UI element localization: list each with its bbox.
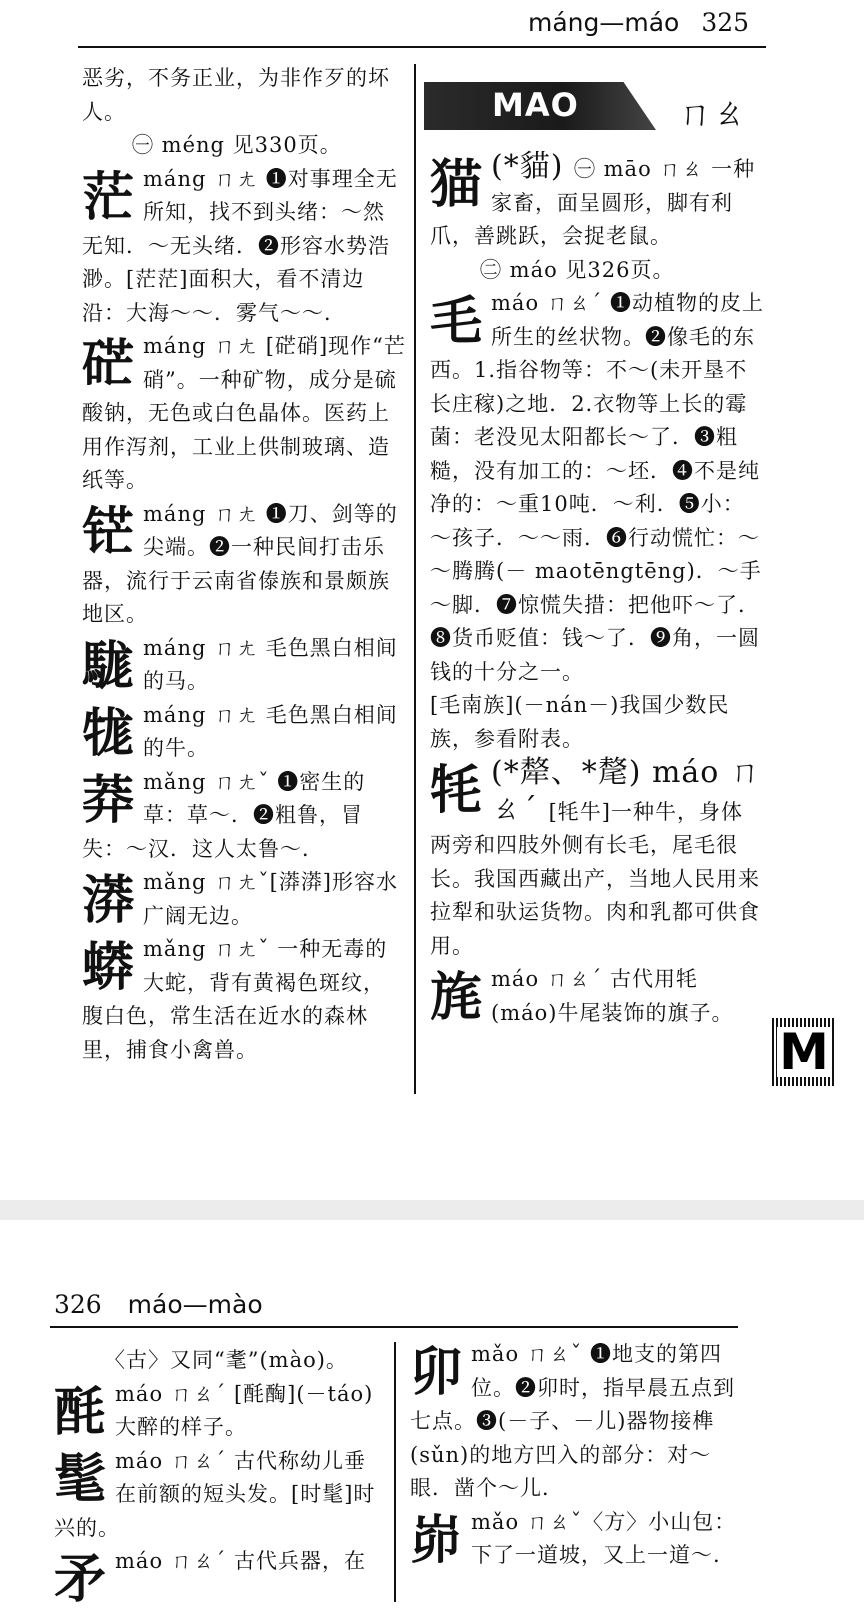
- thumb-index-letter: M: [779, 1023, 829, 1081]
- entry-definition: máo ㄇㄠˊ 古代兵器，在: [115, 1549, 366, 1573]
- column-divider: [414, 64, 416, 1094]
- dictionary-page-326: [0, 1220, 864, 1610]
- page-number: 326: [54, 1290, 102, 1319]
- dictionary-entry: [82, 330, 406, 498]
- entry-headword: 漭: [82, 871, 136, 931]
- entry-headword: 铓: [82, 502, 136, 563]
- header-rule: [78, 46, 766, 48]
- entry-headword: 硭: [82, 335, 136, 395]
- cross-reference-note: 〈古〉又同“耄”(mào)。: [104, 1348, 348, 1372]
- entry-headword: 駹: [82, 636, 136, 697]
- right-column: [410, 1338, 744, 1573]
- entry-headword: 蟒: [82, 938, 136, 998]
- header-range: máo—mào: [127, 1290, 263, 1319]
- entry-definition: [牦牛]一种牛，身体两旁和四肢外侧有长毛，尾毛很长。我国西藏出产，当地人民用来拉犁和驮运货物。肉和乳都可供食用。: [430, 799, 760, 958]
- entry-definition: máng ㄇㄤ 毛色黑白相间的马。: [143, 635, 398, 693]
- entry-headword: 矛: [54, 1550, 108, 1610]
- continued-text: [毛南族](－nán－)我国少数民族，参看附表。: [430, 693, 730, 751]
- entry-variant-forms: (*犛、*氂) máo ㄇㄠˊ: [491, 756, 761, 827]
- dictionary-entry: [82, 632, 406, 699]
- entry-headword: 猫: [430, 155, 484, 215]
- dictionary-entry: [82, 766, 406, 867]
- page-number: 325: [701, 8, 750, 37]
- entry-headword: 卯: [410, 1343, 464, 1403]
- dictionary-entry: [82, 498, 406, 632]
- page-header: [54, 1290, 263, 1319]
- entry-definition: máng ㄇㄤ ❶对事理全无所知，找不到头绪：～然无知．～无头绪．❷形容水势浩渺。[茫茫]面积大，看不清边沿：大海～～．雾气～～．: [82, 166, 398, 325]
- dictionary-entry: [82, 699, 406, 766]
- cross-reference-note: ㊁ máo 见326页。: [480, 257, 675, 282]
- entry-headword: 莽: [82, 770, 136, 831]
- entry-definition: mǎng ㄇㄤˇ 一种无毒的大蛇，背有黄褐色斑纹，腹白色，常生活在近水的森林里，捕食小禽兽。: [82, 937, 388, 1062]
- continued-text: 恶劣，不务正业，为非作歹的坏人。: [82, 66, 390, 124]
- entry-headword: 茫: [82, 167, 136, 228]
- dictionary-entry: [430, 150, 764, 254]
- dictionary-entry: [54, 1445, 384, 1546]
- entry-definition: máng ㄇㄤ [硭硝]现作“芒硝”。一种矿物，成分是硫酸钠，无色或白色晶体。医药上用作泻剂，工业上供制玻璃、造纸等。: [82, 334, 406, 492]
- entry-definition: máng ㄇㄤ 毛色黑白相间的牛。: [143, 702, 398, 760]
- entry-definition: máo ㄇㄠˊ [酕醄](－táo)大醉的样子。: [115, 1381, 374, 1439]
- dictionary-entry: [430, 287, 764, 689]
- entry-definition: máng ㄇㄤ ❶刀、剑等的尖端。❷一种民间打击乐器，流行于云南省傣族和景颇族地区。: [82, 501, 398, 626]
- section-header-bopomofo: ㄇㄠ: [678, 94, 746, 134]
- dictionary-entry: [82, 163, 406, 331]
- page-header: [528, 8, 749, 37]
- column-divider: [394, 1342, 396, 1602]
- entry-definition: máo ㄇㄠˊ 古代称幼儿垂在前额的短头发。[时髦]时兴的。: [54, 1448, 376, 1540]
- dictionary-entry: [410, 1506, 744, 1573]
- dictionary-entry: [54, 1545, 384, 1611]
- section-header-latin: MAO: [492, 86, 579, 124]
- entry-definition: mǎo ㄇㄠˇ ❶地支的第四位。❷卯时，指早晨五点到七点。❸(－子、－儿)器物接榫(sǔn)的地方凹入的部分：对～眼．凿个～儿．: [410, 1342, 736, 1500]
- left-column: [54, 1344, 384, 1611]
- entry-definition: máo ㄇㄠˊ 古代用牦(máo)牛尾装饰的旗子。: [491, 967, 734, 1025]
- dictionary-entry: [430, 756, 764, 963]
- entry-headword: 旄: [430, 968, 484, 1028]
- entry-variant-forms: (*貓): [491, 150, 574, 184]
- entry-definition: mǎo ㄇㄠˇ〈方〉小山包：下了一道坡，又上一道～.: [471, 1509, 737, 1567]
- entry-headword: 峁: [410, 1510, 464, 1571]
- entry-headword: 髦: [54, 1449, 108, 1510]
- entry-headword: 酕: [54, 1382, 108, 1443]
- entry-definition: mǎng ㄇㄤˇ ❶密生的草：草～．❷粗鲁，冒失：～汉．这人太鲁～．: [82, 769, 366, 861]
- entry-definition: máo ㄇㄠˊ ❶动植物的皮上所生的丝状物。❷像毛的东西。1.指谷物等：不～(未开垦不长庄稼)之地．2.衣物等上长的霉菌：老没见太阳都长～了．❸粗糙，没有加工的：～坯．❹不是纯净的：～重10吨．～利．❺小：～孩子．～～雨．❻行动慌忙：～～腾腾(－ maotēngtēng)．～手～脚．❼惊慌失措：把他吓～了．❽货币贬值：钱～了．❾角，一圆钱的十分之一。: [430, 291, 764, 684]
- cross-reference-note: ㊀ méng 见330页。: [132, 133, 342, 157]
- dictionary-entry: [430, 963, 764, 1030]
- entry-definition: ㊀ māo ㄇㄠ 一种家畜，面呈圆形，脚有利爪，善跳跃，会捉老鼠。: [430, 157, 756, 248]
- dictionary-entry: [82, 933, 406, 1067]
- entry-definition: mǎng ㄇㄤˇ[漭漭]形容水广阔无边。: [143, 870, 398, 928]
- entry-headword: 牦: [430, 761, 484, 821]
- dictionary-entry: [54, 1378, 384, 1445]
- entry-headword: 毛: [430, 292, 484, 352]
- page-separator: [0, 1200, 864, 1220]
- header-range: máng—máo: [528, 8, 680, 37]
- right-column: [430, 150, 764, 1030]
- dictionary-entry: [82, 866, 406, 933]
- entry-headword: 牻: [82, 703, 136, 764]
- thumb-index-tab[interactable]: [772, 1018, 836, 1086]
- header-rule: [50, 1326, 738, 1328]
- left-column: [82, 62, 406, 1067]
- dictionary-entry: [410, 1338, 744, 1506]
